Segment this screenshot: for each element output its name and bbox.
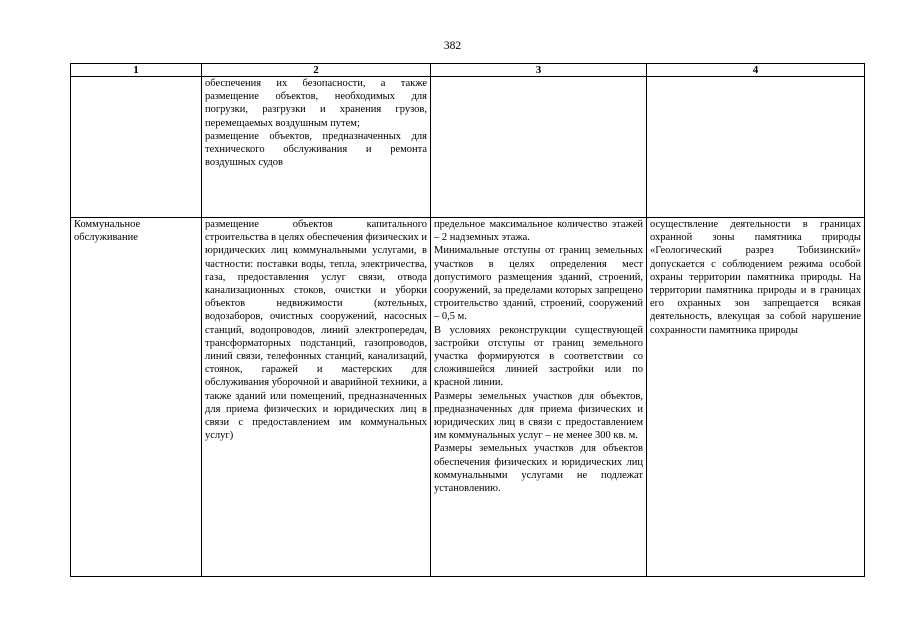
cell-continuation-col2 xyxy=(202,77,431,218)
cell-parameters xyxy=(431,218,647,577)
paragraph: размещение объектов, предназначенных для технического обслуживания и ремонта воздушных судов xyxy=(205,130,427,169)
paragraph: В условиях реконструкции существующей застройки отступы от границ земельного участка формируются в соответствии со сложившейся линией застройки или по красной линии. xyxy=(434,324,643,389)
table-row-continuation xyxy=(71,77,865,218)
column-header-3: 3 xyxy=(431,64,647,77)
document-table xyxy=(70,63,865,577)
restrictions-text: осуществление деятельности в границах охранной зоны памятника природы «Геологический разрез Тобизинский» допускается с соблюдением режима особой охраны территории памятника природы. На территории памятника природы и в границах его охранных зон запрещается всякая деятельность, влекущая за собой нарушение сохранности памятника природы xyxy=(650,219,861,336)
cell-restrictions xyxy=(647,218,865,577)
cell-use-description xyxy=(202,218,431,577)
table-header-row xyxy=(71,64,865,77)
page-number: 382 xyxy=(443,40,462,52)
paragraph: обеспечения их безопасности, а также размещение объектов, необходимых для погрузки, разгрузки и хранения грузов, перемещаемых воздушным путем; xyxy=(205,78,427,129)
table-row-communal-services xyxy=(71,218,865,577)
paragraph: Размеры земельных участков для объектов обеспечения физических и юридических лиц коммунальными услугами не подлежат установлению. xyxy=(434,443,643,495)
use-description: размещение объектов капитального строительства в целях обеспечения физических и юридических лиц коммунальными услугами, в частности: поставки воды, тепла, электричества, газа, предоставления услуг связи, отвода канализационных стоков, очистки и уборки объектов недвижимости (котельных, водозаборов, очистных сооружений, насосных станций, водопроводов, линий электропередач, трансформаторных подстанций, газопроводов, линий связи, телефонных станций, канализаций, стоянок, гаражей и мастерских для обслуживания уборочной и аварийной техники, а также зданий или помещений, предназначенных для приема физических и юридических лиц в связи с предоставлением им коммунальных услуг) xyxy=(205,219,427,442)
paragraph: Минимальные отступы от границ земельных участков в целях определения мест допустимого размещения зданий, строений, сооружений, за пределами которых запрещено строительство зданий, строений, сооружений – 0,5 м. xyxy=(434,245,643,323)
column-header-4: 4 xyxy=(647,64,865,77)
column-header-1: 1 xyxy=(71,64,202,77)
cell-continuation-col3 xyxy=(431,77,647,218)
cell-continuation-col4 xyxy=(647,77,865,218)
paragraph: Размеры земельных участков для объектов, предназначенных для приема физических и юридических лиц в связи с предоставлением им коммунальных услуг – не менее 300 кв. м. xyxy=(434,390,643,442)
cell-continuation-col1 xyxy=(71,77,202,218)
land-use-name: Коммунальное обслуживание xyxy=(74,219,141,244)
column-header-2: 2 xyxy=(202,64,431,77)
paragraph: предельное максимальное количество этажей – 2 надземных этажа. xyxy=(434,219,643,244)
cell-land-use-type xyxy=(71,218,202,577)
